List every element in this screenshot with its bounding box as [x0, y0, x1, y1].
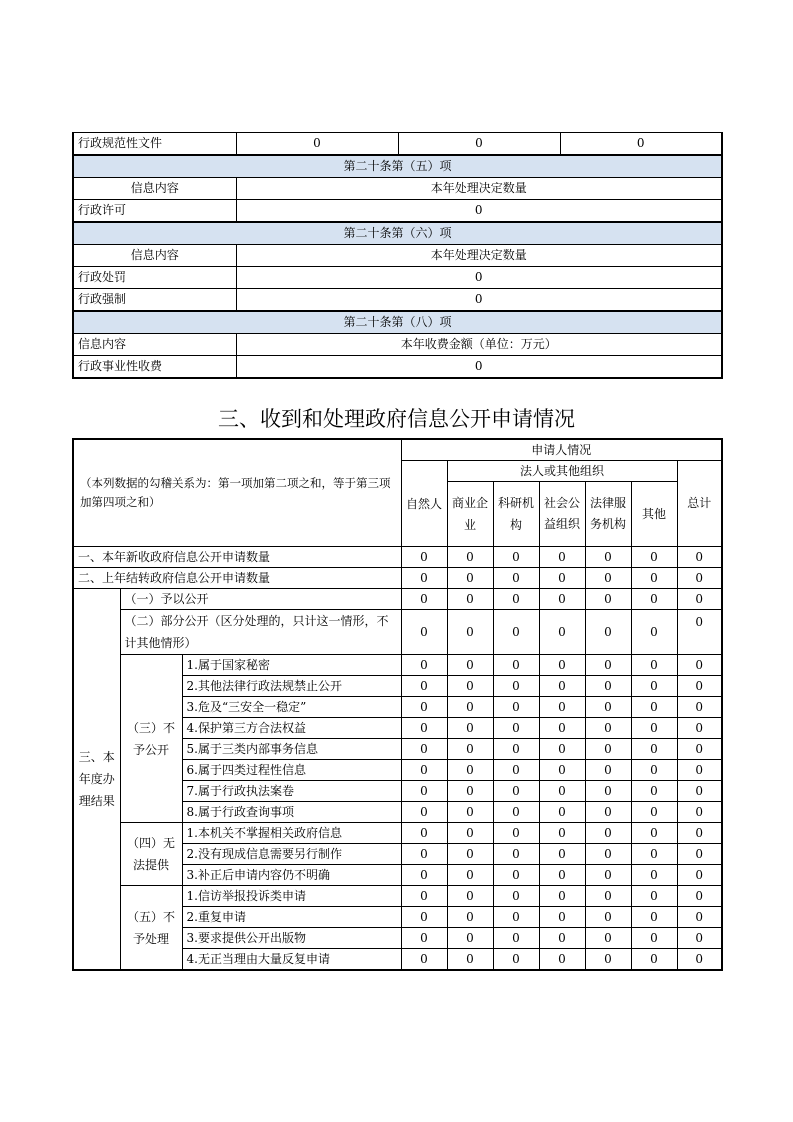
- col-header-count: 本年处理决定数量: [236, 245, 722, 267]
- cell-value: 0: [447, 676, 493, 697]
- cell-value: 0: [447, 865, 493, 886]
- sub-group-label: （四）无法提供: [120, 823, 182, 886]
- cell-value: 0: [493, 568, 539, 589]
- cell-value: 0: [677, 802, 722, 823]
- cell-value: 0: [539, 949, 585, 971]
- table-row: [73, 886, 722, 907]
- result-group-label: 三、本年度办理结果: [73, 589, 120, 971]
- cell-value: 0: [401, 949, 447, 971]
- row-label: 4.无正当理由大量反复申请: [182, 949, 401, 971]
- table-row: [73, 568, 722, 589]
- section-header: 第二十条第（六）项: [73, 222, 722, 245]
- col-commercial: 商业企业: [447, 482, 493, 547]
- cell-value: 0: [677, 547, 722, 568]
- cell-value: 0: [585, 589, 631, 610]
- cell-value: 0: [631, 928, 677, 949]
- table-row: [73, 133, 722, 156]
- cell-value: 0: [539, 589, 585, 610]
- cell-value: 0: [631, 568, 677, 589]
- cell-value: 0: [677, 676, 722, 697]
- cell-value: 0: [493, 844, 539, 865]
- cell-value: 0: [585, 655, 631, 676]
- table-row: [73, 547, 722, 568]
- cell-value: 0: [447, 610, 493, 655]
- cell-value: 0: [401, 739, 447, 760]
- article-20-table: [72, 132, 723, 379]
- cell-value: 0: [539, 760, 585, 781]
- cell-value: 0: [677, 655, 722, 676]
- row-label: 2.其他法律行政法规禁止公开: [182, 676, 401, 697]
- cell-value: 0: [585, 928, 631, 949]
- cell-value: 0: [631, 610, 677, 655]
- cell-value: 0: [539, 739, 585, 760]
- cell-value: 0: [493, 718, 539, 739]
- header-row: [73, 439, 722, 461]
- cell-value: 0: [493, 655, 539, 676]
- cell-value: 0: [539, 697, 585, 718]
- cell-value: 0: [539, 568, 585, 589]
- cell-value: 0: [631, 655, 677, 676]
- col-public-welfare: 社会公益组织: [539, 482, 585, 547]
- cell-value: 0: [401, 547, 447, 568]
- table-row: [73, 589, 722, 610]
- cell-value: 0: [631, 802, 677, 823]
- cell-value: 0: [585, 823, 631, 844]
- cell-value: 0: [677, 739, 722, 760]
- cell-value: 0: [539, 886, 585, 907]
- cell-value: 0: [493, 760, 539, 781]
- cell-value: 0: [585, 760, 631, 781]
- cell-value: 0: [631, 949, 677, 971]
- table-row: [73, 610, 722, 655]
- cell-value: 0: [493, 928, 539, 949]
- cell-value: 0: [401, 568, 447, 589]
- table-row: [73, 178, 722, 200]
- cell-value: 0: [447, 907, 493, 928]
- cell-value: 0: [677, 928, 722, 949]
- cell-value: 0: [585, 610, 631, 655]
- table-row: [73, 823, 722, 844]
- row-label: 6.属于四类过程性信息: [182, 760, 401, 781]
- cell-value: 0: [401, 823, 447, 844]
- cell-value: 0: [447, 739, 493, 760]
- cell-value: 0: [631, 697, 677, 718]
- cell-value: 0: [401, 676, 447, 697]
- natural-person-header: 自然人: [401, 461, 447, 547]
- cell-value: 0: [631, 781, 677, 802]
- row-label: 7.属于行政执法案卷: [182, 781, 401, 802]
- cell-value: 0: [585, 781, 631, 802]
- row-label: 3.要求提供公开出版物: [182, 928, 401, 949]
- cell-value: 0: [585, 739, 631, 760]
- cell-value: 0: [401, 802, 447, 823]
- cell-value: 0: [539, 823, 585, 844]
- col-other: 其他: [631, 482, 677, 547]
- cell-value: 0: [236, 200, 722, 223]
- row-label: 3.补正后申请内容仍不明确: [182, 865, 401, 886]
- cell-value: 0: [493, 547, 539, 568]
- cell-value: 0: [401, 928, 447, 949]
- cell-value: 0: [677, 697, 722, 718]
- col-legal-service: 法律服务机构: [585, 482, 631, 547]
- cell-value: 0: [447, 697, 493, 718]
- section-header-row: [73, 155, 722, 178]
- cell-value: 0: [631, 823, 677, 844]
- row-label: 行政许可: [73, 200, 236, 223]
- cell-value: 0: [447, 949, 493, 971]
- cell-value: 0: [631, 739, 677, 760]
- row-label: 3.危及“三安全一稳定”: [182, 697, 401, 718]
- cell-value: 0: [539, 928, 585, 949]
- cell-value: 0: [447, 655, 493, 676]
- cell-value: 0: [236, 267, 722, 289]
- row-label: 1.本机关不掌握相关政府信息: [182, 823, 401, 844]
- cell-value: 0: [447, 928, 493, 949]
- table-row: [73, 200, 722, 223]
- cell-value: 0: [539, 802, 585, 823]
- row-label: 4.保护第三方合法权益: [182, 718, 401, 739]
- row-label: 行政规范性文件: [73, 133, 236, 156]
- applicant-header: 申请人情况: [401, 439, 722, 461]
- cell-value: 0: [401, 865, 447, 886]
- row-label: 二、上年结转政府信息公开申请数量: [73, 568, 401, 589]
- cell-value: 0: [677, 610, 722, 655]
- row-label: 行政事业性收费: [73, 356, 236, 379]
- cell-value: 0: [677, 589, 722, 610]
- cell-value: 0: [447, 886, 493, 907]
- col-header-count: 本年收费金额（单位：万元）: [236, 334, 722, 356]
- cell-value: 0: [677, 760, 722, 781]
- row-label: 5.属于三类内部事务信息: [182, 739, 401, 760]
- col-header-count: 本年处理决定数量: [236, 178, 722, 200]
- cell-value: 0: [493, 949, 539, 971]
- cell-value: 0: [401, 610, 447, 655]
- row-label: 8.属于行政查询事项: [182, 802, 401, 823]
- cell-value: 0: [401, 781, 447, 802]
- cell-value: 0: [398, 133, 560, 156]
- cell-value: 0: [493, 610, 539, 655]
- cell-value: 0: [631, 760, 677, 781]
- cell-value: 0: [401, 718, 447, 739]
- col-research: 科研机构: [493, 482, 539, 547]
- col-header-info: 信息内容: [73, 178, 236, 200]
- table-row: [73, 356, 722, 379]
- cell-value: 0: [677, 865, 722, 886]
- cell-value: 0: [585, 718, 631, 739]
- legal-entity-header: 法人或其他组织: [447, 461, 677, 482]
- section-header-row: [73, 311, 722, 334]
- cell-value: 0: [539, 907, 585, 928]
- cell-value: 0: [585, 844, 631, 865]
- cell-value: 0: [493, 802, 539, 823]
- cell-value: 0: [447, 718, 493, 739]
- cell-value: 0: [493, 886, 539, 907]
- row-label: （二）部分公开（区分处理的，只计这一情形，不计其他情形）: [120, 610, 401, 655]
- cell-value: 0: [493, 823, 539, 844]
- sub-group-label: （五）不予处理: [120, 886, 182, 971]
- cell-value: 0: [677, 907, 722, 928]
- cell-value: 0: [585, 802, 631, 823]
- cell-value: 0: [585, 697, 631, 718]
- cell-value: 0: [493, 676, 539, 697]
- cell-value: 0: [447, 781, 493, 802]
- cell-value: 0: [447, 802, 493, 823]
- cell-value: 0: [447, 568, 493, 589]
- cell-value: 0: [401, 907, 447, 928]
- cell-value: 0: [539, 655, 585, 676]
- cell-value: 0: [677, 781, 722, 802]
- cell-value: 0: [236, 356, 722, 379]
- cell-value: 0: [631, 547, 677, 568]
- cell-value: 0: [447, 589, 493, 610]
- table-row: [73, 655, 722, 676]
- cell-value: 0: [631, 907, 677, 928]
- cell-value: 0: [585, 949, 631, 971]
- cell-value: 0: [401, 589, 447, 610]
- row-label: 1.属于国家秘密: [182, 655, 401, 676]
- cell-value: 0: [493, 589, 539, 610]
- cell-value: 0: [677, 718, 722, 739]
- cell-value: 0: [677, 823, 722, 844]
- cell-value: 0: [493, 739, 539, 760]
- row-label: （一）予以公开: [120, 589, 401, 610]
- row-label: 一、本年新收政府信息公开申请数量: [73, 547, 401, 568]
- cell-value: 0: [539, 865, 585, 886]
- cell-value: 0: [631, 844, 677, 865]
- cell-value: 0: [585, 676, 631, 697]
- cell-value: 0: [493, 781, 539, 802]
- cell-value: 0: [631, 718, 677, 739]
- cell-value: 0: [236, 289, 722, 312]
- row-label: 行政强制: [73, 289, 236, 312]
- section-title: 三、收到和处理政府信息公开申请情况: [218, 407, 575, 431]
- cell-value: 0: [539, 844, 585, 865]
- row-label: 2.没有现成信息需要另行制作: [182, 844, 401, 865]
- row-label: 1.信访举报投诉类申请: [182, 886, 401, 907]
- cell-value: 0: [585, 907, 631, 928]
- cell-value: 0: [585, 886, 631, 907]
- cell-value: 0: [447, 547, 493, 568]
- total-header: 总计: [677, 461, 722, 547]
- cell-value: 0: [631, 589, 677, 610]
- table-row: [73, 289, 722, 312]
- cell-value: 0: [631, 886, 677, 907]
- cell-value: 0: [539, 718, 585, 739]
- cell-value: 0: [493, 865, 539, 886]
- cell-value: 0: [401, 697, 447, 718]
- row-label: 行政处罚: [73, 267, 236, 289]
- cell-value: 0: [677, 886, 722, 907]
- cell-value: 0: [493, 697, 539, 718]
- cell-value: 0: [236, 133, 398, 156]
- cell-value: 0: [447, 844, 493, 865]
- cell-value: 0: [401, 760, 447, 781]
- table-row: [73, 245, 722, 267]
- reconciliation-note: （本列数据的勾稽关系为：第一项加第二项之和，等于第三项加第四项之和）: [73, 439, 401, 547]
- cell-value: 0: [677, 844, 722, 865]
- cell-value: 0: [585, 568, 631, 589]
- table-row: [73, 267, 722, 289]
- cell-value: 0: [677, 949, 722, 971]
- table-row: [73, 334, 722, 356]
- col-header-info: 信息内容: [73, 334, 236, 356]
- cell-value: 0: [447, 760, 493, 781]
- cell-value: 0: [401, 655, 447, 676]
- cell-value: 0: [631, 865, 677, 886]
- row-label: 2.重复申请: [182, 907, 401, 928]
- cell-value: 0: [585, 865, 631, 886]
- cell-value: 0: [585, 547, 631, 568]
- cell-value: 0: [677, 568, 722, 589]
- col-header-info: 信息内容: [73, 245, 236, 267]
- section-header-row: [73, 222, 722, 245]
- sub-group-label: （三）不予公开: [120, 655, 182, 823]
- cell-value: 0: [539, 676, 585, 697]
- cell-value: 0: [539, 610, 585, 655]
- application-stats-table: [72, 438, 723, 971]
- cell-value: 0: [560, 133, 722, 156]
- cell-value: 0: [539, 781, 585, 802]
- cell-value: 0: [447, 823, 493, 844]
- cell-value: 0: [631, 676, 677, 697]
- section-header: 第二十条第（八）项: [73, 311, 722, 334]
- section-header: 第二十条第（五）项: [73, 155, 722, 178]
- cell-value: 0: [401, 886, 447, 907]
- cell-value: 0: [493, 907, 539, 928]
- cell-value: 0: [401, 844, 447, 865]
- cell-value: 0: [539, 547, 585, 568]
